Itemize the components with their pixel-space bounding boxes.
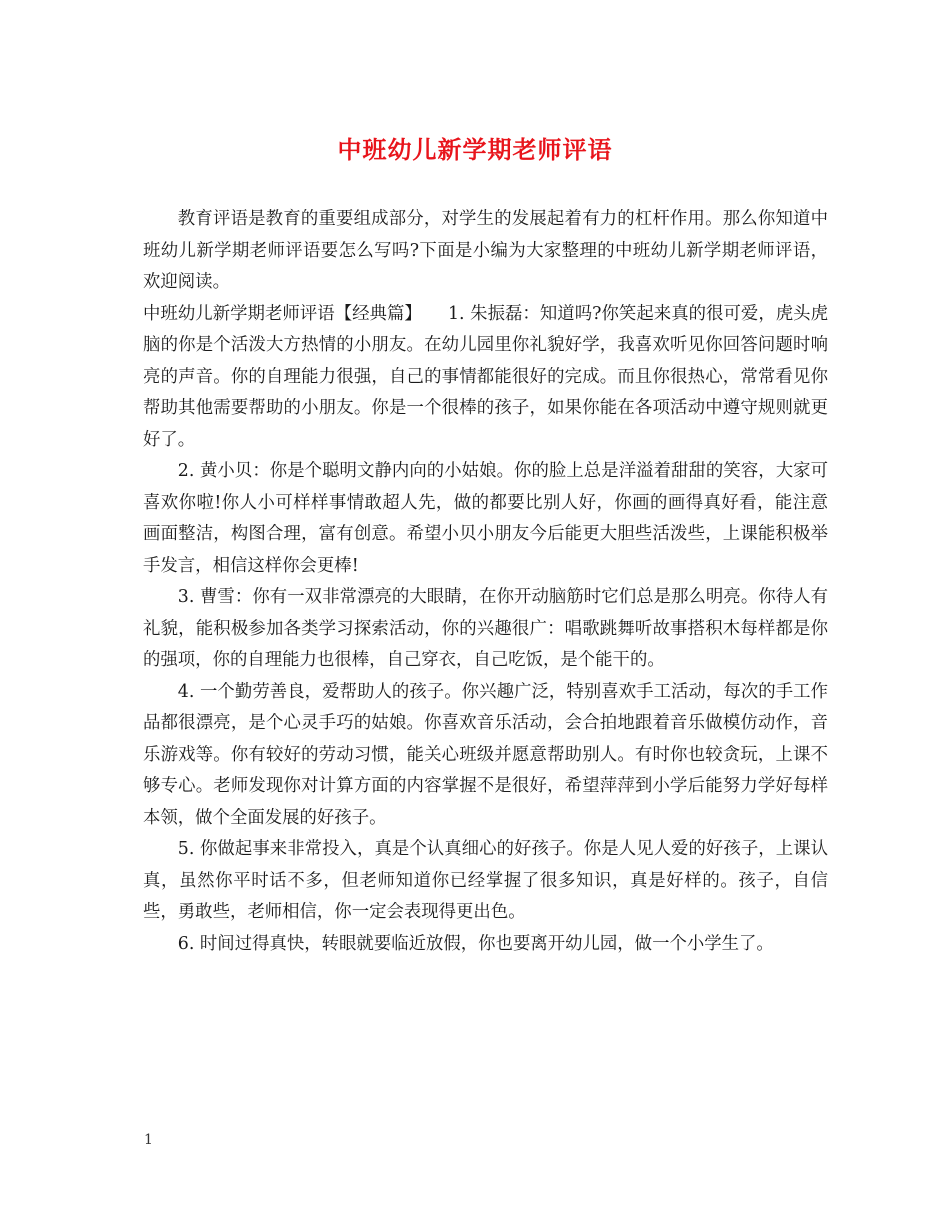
document-body <box>143 204 828 960</box>
intro-paragraph: 教育评语是教育的重要组成部分，对学生的发展起着有力的杠杆作用。那么你知道中班幼儿新学期老师评语要怎么写吗?下面是小编为大家整理的中班幼儿新学期老师评语，欢迎阅读。 <box>143 209 828 292</box>
page-number: 1 <box>144 1132 153 1148</box>
comment-paragraph-6: 6. 时间过得真快，转眼就要临近放假，你也要离开幼儿园，做一个小学生了。 <box>177 933 774 954</box>
document-title: 中班幼儿新学期老师评语 <box>337 135 613 164</box>
comment-paragraph-3: 3. 曹雪：你有一双非常漂亮的大眼睛，在你开动脑筋时它们总是那么明亮。你待人有礼貌，能积极参加各类学习探索活动，你的兴趣很广：唱歌跳舞听故事搭积木每样都是你的强项，你的自理能力也很棒，自己穿衣，自己吃饭，是个能干的。 <box>143 587 828 670</box>
comment-paragraph-4: 4. 一个勤劳善良，爱帮助人的孩子。你兴趣广泛，特别喜欢手工活动，每次的手工作品都很漂亮，是个心灵手巧的姑娘。你喜欢音乐活动，会合拍地跟着音乐做模仿动作，音乐游戏等。你有较好的劳动习惯，能关心班级并愿意帮助别人。有时你也较贪玩，上课不够专心。老师发现你对计算方面的内容掌握不是很好，希望萍萍到小学后能努力学好每样本领，做个全面发展的好孩子。 <box>143 681 828 828</box>
comment-paragraph-5: 5. 你做起事来非常投入，真是个认真细心的好孩子。你是人见人爱的好孩子，上课认真，虽然你平时话不多，但老师知道你已经掌握了很多知识，真是好样的。孩子，自信些，勇敢些，老师相信，你一定会表现得更出色。 <box>143 839 828 922</box>
comment-paragraph-1: 中班幼儿新学期老师评语【经典篇】 1. 朱振磊：知道吗?你笑起来真的很可爱，虎头虎脑的你是个活泼大方热情的小朋友。在幼儿园里你礼貌好学，我喜欢听见你回答问题时响亮的声音。你的自理能力很强，自己的事情都能很好的完成。而且你很热心，常常看见你帮助其他需要帮助的小朋友。你是一个很棒的孩子，如果你能在各项活动中遵守规则就更好了。 <box>143 303 828 450</box>
comment-paragraph-2: 2. 黄小贝：你是个聪明文静内向的小姑娘。你的脸上总是洋溢着甜甜的笑容，大家可喜欢你啦!你人小可样样事情敢超人先，做的都要比别人好，你画的画得真好看，能注意画面整洁，构图合理，富有创意。希望小贝小朋友今后能更大胆些活泼些，上课能积极举手发言，相信这样你会更棒! <box>143 461 828 576</box>
